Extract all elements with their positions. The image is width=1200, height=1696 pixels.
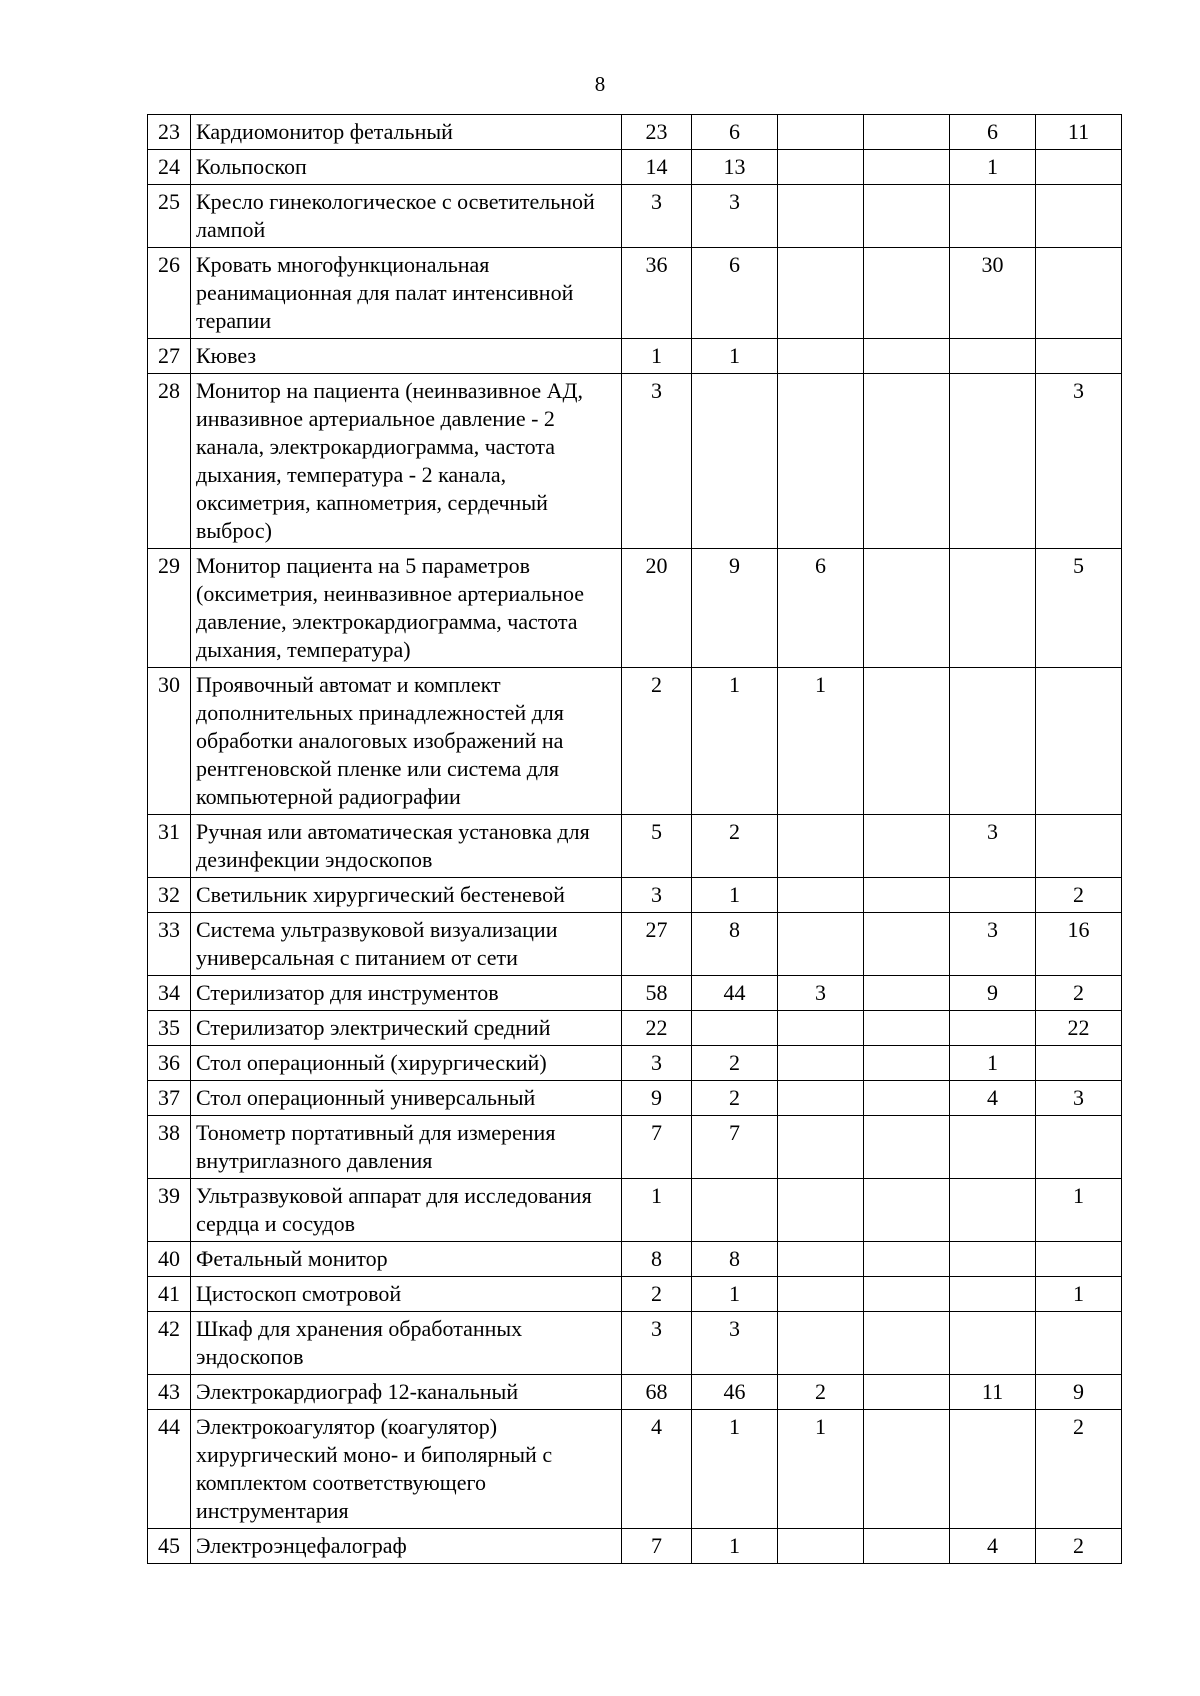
row-number-cell: 36: [148, 1046, 191, 1081]
quantity-cell-1: 36: [622, 248, 692, 339]
quantity-cell-6: [1036, 1046, 1122, 1081]
quantity-cell-2: [692, 1179, 778, 1242]
quantity-cell-1: 14: [622, 150, 692, 185]
quantity-cell-1: 3: [622, 374, 692, 549]
row-number-cell: 24: [148, 150, 191, 185]
quantity-cell-1: 7: [622, 1529, 692, 1564]
quantity-cell-6: 9: [1036, 1375, 1122, 1410]
quantity-cell-4: [864, 339, 950, 374]
equipment-name-cell: Электрокардиограф 12-канальный: [191, 1375, 622, 1410]
quantity-cell-2: 2: [692, 1081, 778, 1116]
quantity-cell-4: [864, 1179, 950, 1242]
quantity-cell-1: 27: [622, 913, 692, 976]
quantity-cell-5: [950, 1277, 1036, 1312]
equipment-name-cell: Ручная или автоматическая установка для дезинфекции эндоскопов: [191, 815, 622, 878]
quantity-cell-5: [950, 1242, 1036, 1277]
quantity-cell-1: 22: [622, 1011, 692, 1046]
quantity-cell-2: 1: [692, 1277, 778, 1312]
quantity-cell-2: 1: [692, 878, 778, 913]
table-body: [148, 115, 1122, 1564]
quantity-cell-6: [1036, 248, 1122, 339]
table-row: [148, 1242, 1122, 1277]
quantity-cell-4: [864, 1116, 950, 1179]
table-row: [148, 976, 1122, 1011]
quantity-cell-3: [778, 248, 864, 339]
table-row: [148, 1046, 1122, 1081]
quantity-cell-4: [864, 1312, 950, 1375]
quantity-cell-2: 6: [692, 115, 778, 150]
quantity-cell-1: 3: [622, 878, 692, 913]
table-row: [148, 668, 1122, 815]
equipment-name-cell: Стол операционный универсальный: [191, 1081, 622, 1116]
equipment-name-cell: Тонометр портативный для измерения внутриглазного давления: [191, 1116, 622, 1179]
quantity-cell-4: [864, 1529, 950, 1564]
quantity-cell-3: [778, 1312, 864, 1375]
quantity-cell-3: [778, 115, 864, 150]
quantity-cell-1: 8: [622, 1242, 692, 1277]
quantity-cell-5: [950, 185, 1036, 248]
row-number-cell: 38: [148, 1116, 191, 1179]
row-number-cell: 27: [148, 339, 191, 374]
equipment-name-cell: Кольпоскоп: [191, 150, 622, 185]
table-row: [148, 1179, 1122, 1242]
quantity-cell-3: [778, 1242, 864, 1277]
table-row: [148, 339, 1122, 374]
row-number-cell: 39: [148, 1179, 191, 1242]
quantity-cell-4: [864, 115, 950, 150]
equipment-name-cell: Стерилизатор электрический средний: [191, 1011, 622, 1046]
quantity-cell-2: 46: [692, 1375, 778, 1410]
quantity-cell-6: [1036, 815, 1122, 878]
equipment-name-cell: Фетальный монитор: [191, 1242, 622, 1277]
quantity-cell-5: [950, 1179, 1036, 1242]
quantity-cell-2: 1: [692, 339, 778, 374]
quantity-cell-2: 3: [692, 1312, 778, 1375]
table-row: [148, 1375, 1122, 1410]
equipment-name-cell: Кардиомонитор фетальный: [191, 115, 622, 150]
quantity-cell-3: 1: [778, 1410, 864, 1529]
table-row: [148, 913, 1122, 976]
quantity-cell-3: [778, 815, 864, 878]
quantity-cell-3: [778, 1277, 864, 1312]
quantity-cell-1: 68: [622, 1375, 692, 1410]
equipment-name-cell: Стерилизатор для инструментов: [191, 976, 622, 1011]
equipment-name-cell: Система ультразвуковой визуализации универсальная с питанием от сети: [191, 913, 622, 976]
quantity-cell-3: [778, 374, 864, 549]
equipment-name-cell: Цистоскоп смотровой: [191, 1277, 622, 1312]
row-number-cell: 23: [148, 115, 191, 150]
row-number-cell: 35: [148, 1011, 191, 1046]
table-row: [148, 815, 1122, 878]
table-row: [148, 1410, 1122, 1529]
quantity-cell-5: 30: [950, 248, 1036, 339]
table-row: [148, 374, 1122, 549]
equipment-name-cell: Монитор пациента на 5 параметров (оксиметрия, неинвазивное артериальное давление, электрокардиограмма, частота дыхания, температура): [191, 549, 622, 668]
quantity-cell-5: [950, 549, 1036, 668]
quantity-cell-5: [950, 1116, 1036, 1179]
quantity-cell-2: 2: [692, 1046, 778, 1081]
quantity-cell-6: [1036, 1312, 1122, 1375]
quantity-cell-2: 2: [692, 815, 778, 878]
quantity-cell-1: 2: [622, 1277, 692, 1312]
table-row: [148, 1011, 1122, 1046]
quantity-cell-6: 22: [1036, 1011, 1122, 1046]
quantity-cell-3: [778, 339, 864, 374]
quantity-cell-4: [864, 1375, 950, 1410]
quantity-cell-5: 1: [950, 150, 1036, 185]
equipment-name-cell: Электрокоагулятор (коагулятор) хирургический моно- и биполярный с комплектом соответствующего инструментария: [191, 1410, 622, 1529]
quantity-cell-2: 3: [692, 185, 778, 248]
row-number-cell: 32: [148, 878, 191, 913]
quantity-cell-2: 44: [692, 976, 778, 1011]
row-number-cell: 41: [148, 1277, 191, 1312]
quantity-cell-3: [778, 150, 864, 185]
quantity-cell-1: 5: [622, 815, 692, 878]
table-row: [148, 1081, 1122, 1116]
quantity-cell-1: 2: [622, 668, 692, 815]
row-number-cell: 40: [148, 1242, 191, 1277]
quantity-cell-3: 6: [778, 549, 864, 668]
quantity-cell-4: [864, 815, 950, 878]
row-number-cell: 28: [148, 374, 191, 549]
row-number-cell: 44: [148, 1410, 191, 1529]
row-number-cell: 31: [148, 815, 191, 878]
quantity-cell-3: [778, 185, 864, 248]
quantity-cell-6: [1036, 150, 1122, 185]
row-number-cell: 37: [148, 1081, 191, 1116]
quantity-cell-4: [864, 1277, 950, 1312]
quantity-cell-4: [864, 150, 950, 185]
quantity-cell-1: 1: [622, 339, 692, 374]
quantity-cell-1: 58: [622, 976, 692, 1011]
quantity-cell-4: [864, 1046, 950, 1081]
table-row: [148, 1277, 1122, 1312]
quantity-cell-5: 4: [950, 1081, 1036, 1116]
row-number-cell: 43: [148, 1375, 191, 1410]
quantity-cell-3: [778, 878, 864, 913]
quantity-cell-5: [950, 878, 1036, 913]
quantity-cell-1: 3: [622, 1046, 692, 1081]
quantity-cell-2: 13: [692, 150, 778, 185]
equipment-name-cell: Кровать многофункциональная реанимационная для палат интенсивной терапии: [191, 248, 622, 339]
quantity-cell-6: 5: [1036, 549, 1122, 668]
quantity-cell-6: 3: [1036, 374, 1122, 549]
quantity-cell-6: [1036, 1116, 1122, 1179]
quantity-cell-1: 23: [622, 115, 692, 150]
quantity-cell-1: 20: [622, 549, 692, 668]
equipment-name-cell: Электроэнцефалограф: [191, 1529, 622, 1564]
quantity-cell-4: [864, 1410, 950, 1529]
quantity-cell-3: [778, 1179, 864, 1242]
quantity-cell-4: [864, 549, 950, 668]
row-number-cell: 33: [148, 913, 191, 976]
quantity-cell-4: [864, 668, 950, 815]
quantity-cell-6: [1036, 1242, 1122, 1277]
quantity-cell-5: 1: [950, 1046, 1036, 1081]
page-number: 8: [594, 72, 606, 96]
quantity-cell-4: [864, 913, 950, 976]
quantity-cell-2: 7: [692, 1116, 778, 1179]
quantity-cell-6: [1036, 339, 1122, 374]
row-number-cell: 45: [148, 1529, 191, 1564]
table-row: [148, 115, 1122, 150]
quantity-cell-3: [778, 1081, 864, 1116]
table-row: [148, 878, 1122, 913]
table-row: [148, 1312, 1122, 1375]
quantity-cell-1: 3: [622, 1312, 692, 1375]
table-row: [148, 1116, 1122, 1179]
quantity-cell-4: [864, 374, 950, 549]
quantity-cell-1: 4: [622, 1410, 692, 1529]
row-number-cell: 34: [148, 976, 191, 1011]
row-number-cell: 42: [148, 1312, 191, 1375]
quantity-cell-2: 1: [692, 1529, 778, 1564]
quantity-cell-6: 1: [1036, 1277, 1122, 1312]
quantity-cell-3: 3: [778, 976, 864, 1011]
equipment-name-cell: Кювез: [191, 339, 622, 374]
quantity-cell-5: [950, 1011, 1036, 1046]
quantity-cell-6: 1: [1036, 1179, 1122, 1242]
row-number-cell: 30: [148, 668, 191, 815]
quantity-cell-4: [864, 976, 950, 1011]
quantity-cell-5: [950, 668, 1036, 815]
quantity-cell-6: 2: [1036, 976, 1122, 1011]
quantity-cell-1: 1: [622, 1179, 692, 1242]
quantity-cell-6: 3: [1036, 1081, 1122, 1116]
table-row: [148, 1529, 1122, 1564]
row-number-cell: 26: [148, 248, 191, 339]
equipment-name-cell: Ультразвуковой аппарат для исследования сердца и сосудов: [191, 1179, 622, 1242]
quantity-cell-1: 7: [622, 1116, 692, 1179]
quantity-cell-3: 2: [778, 1375, 864, 1410]
quantity-cell-1: 9: [622, 1081, 692, 1116]
quantity-cell-6: [1036, 185, 1122, 248]
quantity-cell-6: 2: [1036, 1410, 1122, 1529]
equipment-name-cell: Светильник хирургический бестеневой: [191, 878, 622, 913]
equipment-name-cell: Проявочный автомат и комплект дополнительных принадлежностей для обработки аналоговых изображений на рентгеновской пленке или система для компьютерной радиографии: [191, 668, 622, 815]
quantity-cell-3: 1: [778, 668, 864, 815]
quantity-cell-3: [778, 1011, 864, 1046]
quantity-cell-2: [692, 374, 778, 549]
quantity-cell-6: 11: [1036, 115, 1122, 150]
quantity-cell-3: [778, 1046, 864, 1081]
quantity-cell-5: [950, 1410, 1036, 1529]
quantity-cell-5: [950, 1312, 1036, 1375]
quantity-cell-5: 3: [950, 815, 1036, 878]
quantity-cell-3: [778, 1116, 864, 1179]
quantity-cell-4: [864, 185, 950, 248]
row-number-cell: 25: [148, 185, 191, 248]
quantity-cell-4: [864, 248, 950, 339]
equipment-name-cell: Шкаф для хранения обработанных эндоскопов: [191, 1312, 622, 1375]
equipment-name-cell: Стол операционный (хирургический): [191, 1046, 622, 1081]
table-row: [148, 185, 1122, 248]
quantity-cell-5: 9: [950, 976, 1036, 1011]
quantity-cell-2: 8: [692, 913, 778, 976]
equipment-name-cell: Монитор на пациента (неинвазивное АД, инвазивное артериальное давление - 2 канала, электрокардиограмма, частота дыхания, температура - 2 канала, оксиметрия, капнометрия, сердечный выброс): [191, 374, 622, 549]
quantity-cell-2: 9: [692, 549, 778, 668]
quantity-cell-4: [864, 1242, 950, 1277]
quantity-cell-6: 2: [1036, 1529, 1122, 1564]
quantity-cell-1: 3: [622, 185, 692, 248]
quantity-cell-2: [692, 1011, 778, 1046]
quantity-cell-6: 2: [1036, 878, 1122, 913]
equipment-name-cell: Кресло гинекологическое с осветительной лампой: [191, 185, 622, 248]
quantity-cell-6: [1036, 668, 1122, 815]
quantity-cell-5: 6: [950, 115, 1036, 150]
quantity-cell-5: [950, 339, 1036, 374]
quantity-cell-3: [778, 1529, 864, 1564]
table-row: [148, 248, 1122, 339]
quantity-cell-4: [864, 878, 950, 913]
row-number-cell: 29: [148, 549, 191, 668]
quantity-cell-2: 1: [692, 1410, 778, 1529]
quantity-cell-2: 6: [692, 248, 778, 339]
quantity-cell-4: [864, 1081, 950, 1116]
quantity-cell-5: 3: [950, 913, 1036, 976]
equipment-table: [147, 114, 1122, 1564]
quantity-cell-6: 16: [1036, 913, 1122, 976]
quantity-cell-2: 1: [692, 668, 778, 815]
quantity-cell-5: [950, 374, 1036, 549]
quantity-cell-2: 8: [692, 1242, 778, 1277]
quantity-cell-4: [864, 1011, 950, 1046]
table-row: [148, 150, 1122, 185]
quantity-cell-5: 4: [950, 1529, 1036, 1564]
quantity-cell-3: [778, 913, 864, 976]
table-row: [148, 549, 1122, 668]
quantity-cell-5: 11: [950, 1375, 1036, 1410]
